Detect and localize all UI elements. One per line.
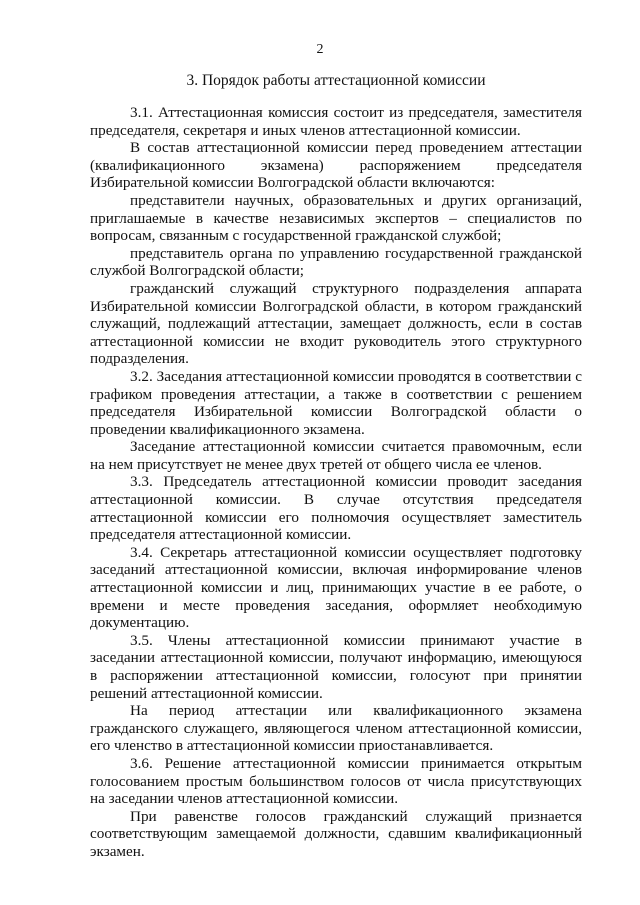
paragraph-3-3: 3.3. Председатель аттестационной комиссии проводит заседания аттестационной комиссии. В случае отсутствия председателя аттестационной комиссии его полномочия осуществляет заместитель председателя аттестационной комиссии. <box>90 473 582 544</box>
paragraph-tie-vote: При равенстве голосов гражданский служащий признается соответствующим замещаемой должности, сдавшим квалификационный экзамен. <box>90 807 582 860</box>
paragraph-experts: представители научных, образовательных и других организаций, приглашаемые в качестве независимых экспертов – специалистов по вопросам, связанным с государственной гражданской службой; <box>90 191 582 245</box>
paragraph-3-5: 3.5. Члены аттестационной комиссии принимают участие в заседании аттестационной комиссии, получают информацию, имеющуюся в распоряжении аттестационной комиссии, голосуют при принятии решений аттестационной комиссии. <box>90 631 582 702</box>
paragraph-3-1: 3.1. Аттестационная комиссия состоит из председателя, заместителя председателя, секретаря и иных членов аттестационной комиссии. <box>90 104 582 139</box>
paragraph-3-4: 3.4. Секретарь аттестационной комиссии осуществляет подготовку заседаний аттестационной комиссии, включая информирование членов аттестационной комиссии и лиц, принимающих участие в ее работе, о времени и месте проведения заседания, оформляет необходимую документацию. <box>90 543 582 632</box>
section-title: 3. Порядок работы аттестационной комиссии <box>186 72 486 89</box>
paragraph-composition: В состав аттестационной комиссии перед проведением аттестации (квалификационного экзамена) распоряжением председателя Избирательной комиссии Волгоградской области включаются: <box>90 139 582 192</box>
paragraph-3-6: 3.6. Решение аттестационной комиссии принимается открытым голосованием простым большинством голосов от числа присутствующих на заседании членов аттестационной комиссии. <box>90 754 582 808</box>
paragraph-quorum: Заседание аттестационной комиссии считается правомочным, если на нем присутствует не менее двух третей от общего числа ее членов. <box>90 438 582 473</box>
paragraph-suspension: На период аттестации или квалификационного экзамена гражданского служащего, являющегося членом аттестационной комиссии, его членство в аттестационной комиссии приостанавливается. <box>90 702 582 755</box>
paragraph-civil-service-body: представитель органа по управлению государственной гражданской службой Волгоградской области; <box>90 244 582 280</box>
section-body <box>90 104 582 861</box>
paragraph-3-2: 3.2. Заседания аттестационной комиссии проводятся в соответствии с графиком проведения аттестации, а также в соответствии с решением председателя Избирательной комиссии Волгоградской области о проведении квалификационного экзамена. <box>90 367 582 438</box>
page-number: 2 <box>316 42 324 57</box>
paragraph-structural-unit: гражданский служащий структурного подразделения аппарата Избирательной комиссии Волгоградской области, в котором гражданский служащий, подлежащий аттестации, замещает должность, если в состав аттестационной комиссии не входит руководитель этого структурного подразделения. <box>90 279 582 368</box>
